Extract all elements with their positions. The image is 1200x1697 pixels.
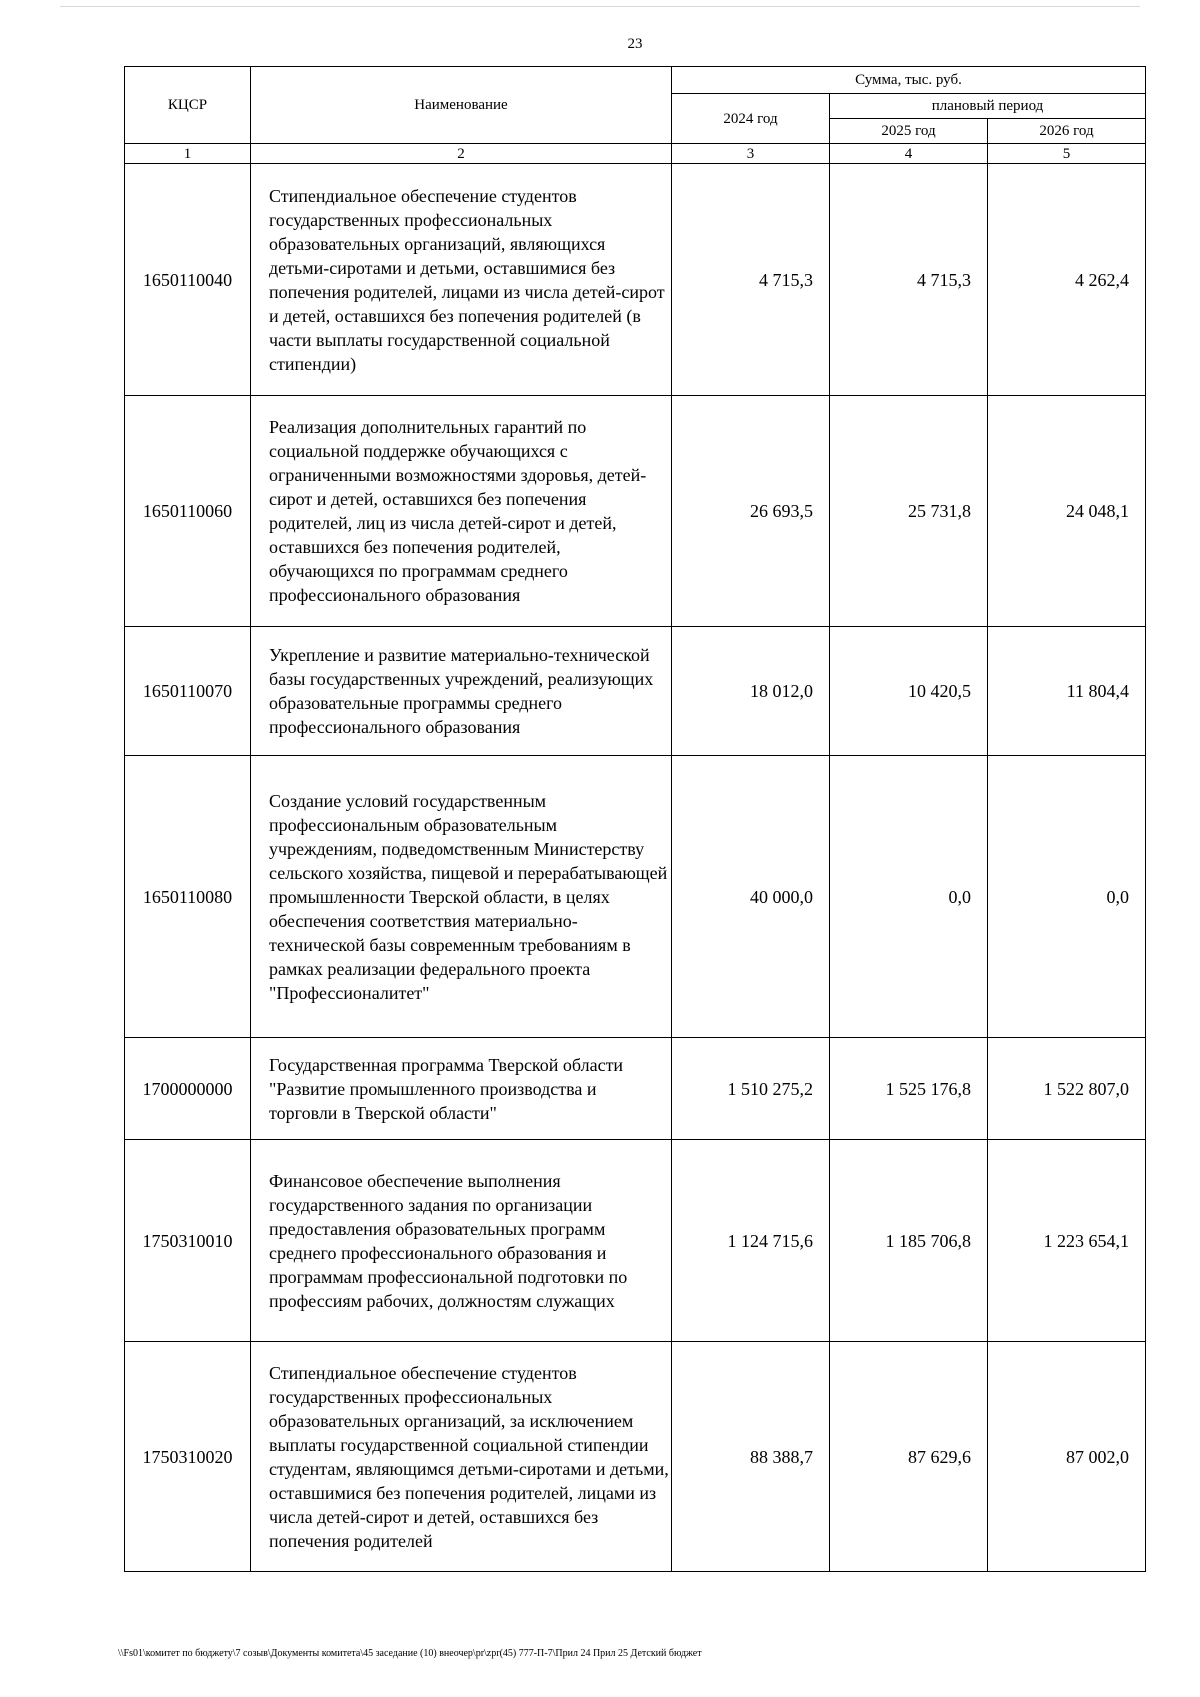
table-row <box>125 1342 1146 1572</box>
column-number: 5 <box>988 144 1146 164</box>
row-code: 1650110080 <box>125 756 251 1038</box>
column-number: 2 <box>251 144 672 164</box>
table-row <box>125 627 1146 756</box>
row-name: Финансовое обеспечение выполнения государственного задания по организации предоставления образовательных программ среднего профессионального образования и программам профессиональной подготовки по профессиям рабочих, должностям служащих <box>251 1140 672 1342</box>
row-code: 1650110060 <box>125 396 251 627</box>
row-value-2026: 24 048,1 <box>988 396 1146 627</box>
row-value-2025: 25 731,8 <box>830 396 988 627</box>
row-value-2026: 1 223 654,1 <box>988 1140 1146 1342</box>
row-value-2024: 26 693,5 <box>672 396 830 627</box>
row-value-2026: 11 804,4 <box>988 627 1146 756</box>
table-row <box>125 164 1146 396</box>
budget-table <box>124 66 1146 1572</box>
row-code: 1650110070 <box>125 627 251 756</box>
row-value-2024: 1 510 275,2 <box>672 1038 830 1140</box>
header-year-2026: 2026 год <box>988 119 1146 144</box>
header-code: КЦСР <box>125 67 251 144</box>
row-value-2024: 4 715,3 <box>672 164 830 396</box>
row-value-2026: 87 002,0 <box>988 1342 1146 1572</box>
row-value-2025: 1 185 706,8 <box>830 1140 988 1342</box>
column-number: 1 <box>125 144 251 164</box>
table-row-program-total <box>125 1038 1146 1140</box>
row-code: 1700000000 <box>125 1038 251 1140</box>
row-value-2024: 88 388,7 <box>672 1342 830 1572</box>
row-name: Реализация дополнительных гарантий по социальной поддержке обучающихся с ограниченными возможностями здоровья, детей-сирот и детей, оставшихся без попечения родителей, лиц из числа детей-сирот и детей, оставшихся без попечения родителей, обучающихся по программам среднего профессионального образования <box>251 396 672 627</box>
header-sum: Сумма, тыс. руб. <box>672 67 1146 94</box>
row-value-2026: 1 522 807,0 <box>988 1038 1146 1140</box>
column-number-row <box>125 144 1146 164</box>
row-value-2025: 1 525 176,8 <box>830 1038 988 1140</box>
page-number: 23 <box>627 36 643 52</box>
row-name: Государственная программа Тверской области "Развитие промышленного производства и торговли в Тверской области" <box>251 1038 672 1140</box>
row-name: Стипендиальное обеспечение студентов государственных профессиональных образовательных организаций, за исключением выплаты государственной социальной стипендии студентам, являющимся детьми-сиротами и детьми, оставшимися без попечения родителей, лицами из числа детей-сирот и детей, оставшихся без попечения родителей <box>251 1342 672 1572</box>
row-value-2025: 0,0 <box>830 756 988 1038</box>
table-row <box>125 396 1146 627</box>
column-number: 4 <box>830 144 988 164</box>
header-year-2025: 2025 год <box>830 119 988 144</box>
row-value-2025: 4 715,3 <box>830 164 988 396</box>
footer-file-path: \\Fs01\комитет по бюджету\7 созыв\Документы комитета\45 заседание (10) внеочер\pr\zpr(45) 777-П-7\Прил 24 Прил 25 Детский бюджет <box>118 1648 702 1659</box>
header-year-2024: 2024 год <box>672 94 830 144</box>
row-value-2024: 1 124 715,6 <box>672 1140 830 1342</box>
table-row <box>125 1140 1146 1342</box>
row-value-2026: 0,0 <box>988 756 1146 1038</box>
row-code: 1750310020 <box>125 1342 251 1572</box>
row-value-2026: 4 262,4 <box>988 164 1146 396</box>
row-code: 1750310010 <box>125 1140 251 1342</box>
row-code: 1650110040 <box>125 164 251 396</box>
row-value-2025: 10 420,5 <box>830 627 988 756</box>
header-planning-period: плановый период <box>830 94 1146 119</box>
row-value-2024: 18 012,0 <box>672 627 830 756</box>
row-value-2025: 87 629,6 <box>830 1342 988 1572</box>
header-name: Наименование <box>251 67 672 144</box>
row-name: Стипендиальное обеспечение студентов государственных профессиональных образовательных организаций, являющихся детьми-сиротами и детьми, оставшимися без попечения родителей, лицами из числа детей-сирот и детей, оставшихся без попечения родителей (в части выплаты государственной социальной стипендии) <box>251 164 672 396</box>
row-name: Создание условий государственным профессиональным образовательным учреждениям, подведомственным Министерству сельского хозяйства, пищевой и перерабатывающей промышленности Тверской области, в целях обеспечения соответствия материально-технической базы современным требованиям в рамках реализации федерального проекта "Профессионалитет" <box>251 756 672 1038</box>
column-number: 3 <box>672 144 830 164</box>
scan-edge-line <box>60 6 1140 7</box>
table-row <box>125 756 1146 1038</box>
row-name: Укрепление и развитие материально-технической базы государственных учреждений, реализующих образовательные программы среднего профессионального образования <box>251 627 672 756</box>
row-value-2024: 40 000,0 <box>672 756 830 1038</box>
